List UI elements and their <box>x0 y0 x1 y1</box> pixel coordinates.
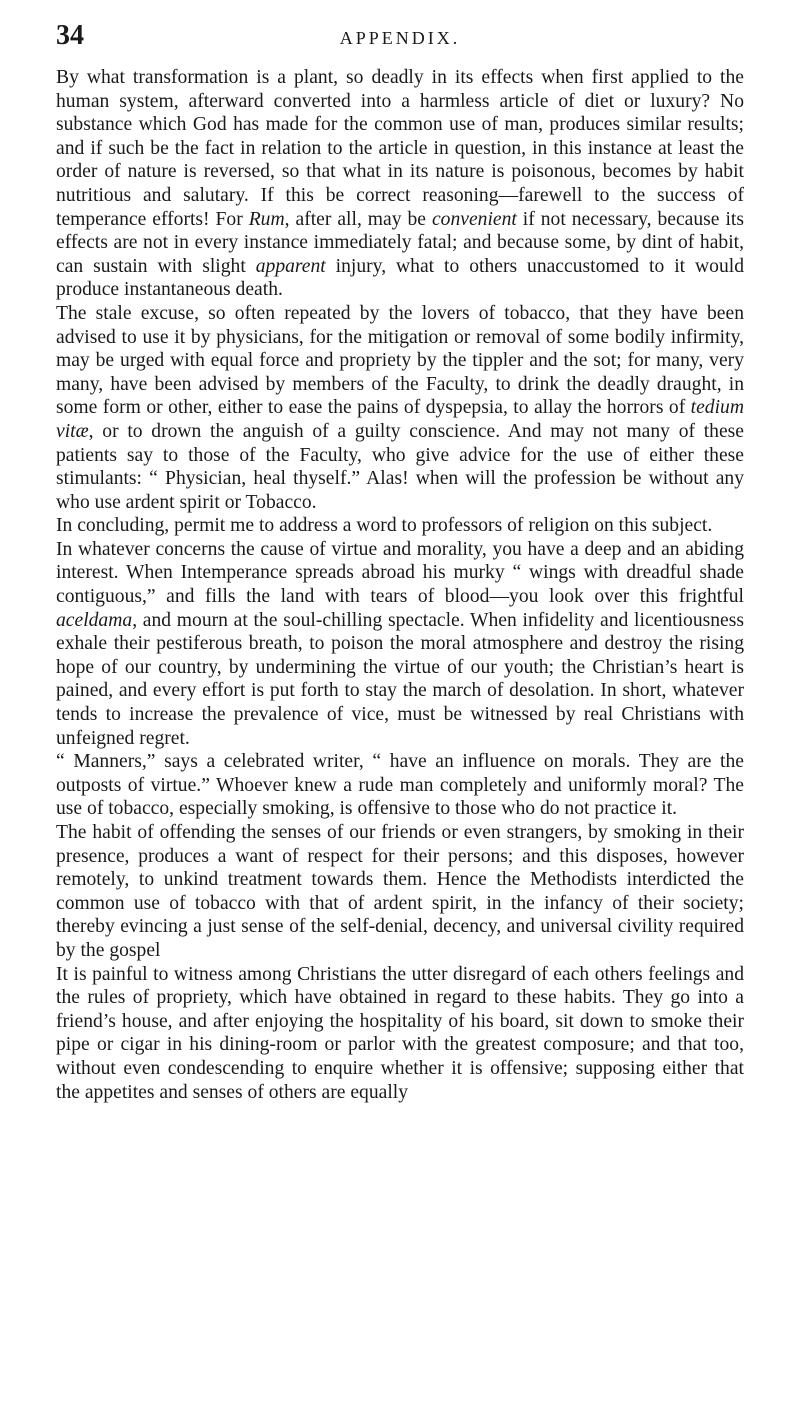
paragraph <box>56 821 744 963</box>
text-run: , or to drown the anguish of a guilty conscience. And may not many of these patients say to those of the Faculty, who give advice for the use of either these stimulants: “ Physician, heal thyself.” Alas! when will the profession be without any who use ardent spirit or Tobacco. <box>56 420 744 513</box>
page-header <box>56 18 744 62</box>
text-run: , after all, may be <box>284 208 432 230</box>
text-run: The stale excuse, so often repeated by the lovers of tobacco, that they have been advised to use it by physicians, for the mitigation or removal of some bodily infirmity, may be urged with equal force and propriety by the tippler and the sot; for many, very many, have been advised by members of the Faculty, to drink the deadly draught, in some form or other, either to ease the pains of dyspepsia, to allay the horrors of <box>56 302 744 419</box>
italic-text: apparent <box>255 255 326 277</box>
italic-text: convenient <box>431 208 517 230</box>
text-run: In whatever concerns the cause of virtue and morality, you have a deep and an abiding interest. When Intemperance spreads abroad his murky “ wings with dreadful shade contiguous,” and fills the land with tears of blood—you look over this frightful <box>56 538 744 608</box>
text-run: injury, what to others unaccustomed to it would produce instantaneous death. <box>56 255 744 301</box>
text-run: if not necessary, because its effects are not in every instance immediately fatal; and because some, by dint of habit, can sustain with slight <box>56 208 744 277</box>
text-run: It is painful to witness among Christians the utter disregard of each others feelings and the rules of propriety, which have obtained in regard to these habits. They go into a friend’s house, and after enjoying the hospitality of his board, sit down to smoke their pipe or cigar in his dining-room or parlor with the greatest composure; and that too, without even condescending to enquire whether it is offensive; supposing either that the appetites and senses of others are equally <box>56 963 744 1103</box>
paragraph <box>56 963 744 1105</box>
text-run: , and mourn at the soul-chilling spectacle. When infidelity and licentiousness exhale their pestiferous breath, to poison the moral atmosphere and destroy the rising hope of our country, by undermining the virtue of our youth; the Christian’s heart is pained, and every effort is put forth to stay the march of desolation. In short, whatever tends to increase the prevalence of vice, must be witnessed by real Christians with unfeigned regret. <box>56 609 744 749</box>
italic-text: tedium vitæ <box>56 397 744 442</box>
text-run: By what transformation is a plant, so deadly in its effects when first applied to the human system, afterward converted into a harmless article of diet or luxury? No substance which God has made for the common use of man, produces similar results; and if such be the fact in relation to the article in question, in this instance at least the order of nature is reversed, so that what in its nature is poisonous, becomes by habit nutritious and salutary. If this be correct reasoning—farewell to the success of temperance efforts! For <box>56 67 744 230</box>
running-head: APPENDIX. <box>339 28 461 48</box>
paragraph <box>56 750 744 821</box>
italic-text: aceldama <box>56 609 133 631</box>
body-text <box>56 66 744 1104</box>
paragraph <box>56 538 744 750</box>
page-number: 34 <box>56 20 84 51</box>
paragraph <box>56 514 744 538</box>
italic-text: Rum <box>248 208 285 230</box>
text-run: The habit of offending the senses of our friends or even strangers, by smoking in their presence, produces a want of respect for their persons; and this disposes, however remotely, to unkind treatment towards them. Hence the Methodists interdicted the common use of tobacco with that of ardent spirit, in the infancy of their society; thereby evincing a just sense of the self-denial, decency, and universal civility required by the gospel <box>56 822 744 961</box>
text-run: “ Manners,” says a celebrated writer, “ have an influence on morals. They are the outposts of virtue.” Whoever knew a rude man completely and uniformly moral? The use of tobacco, especially smoking, is offensive to those who do not practice it. <box>56 751 744 820</box>
paragraph <box>56 66 744 302</box>
paragraph <box>56 302 744 514</box>
text-run: In concluding, permit me to address a word to professors of religion on this subject. <box>56 515 713 537</box>
